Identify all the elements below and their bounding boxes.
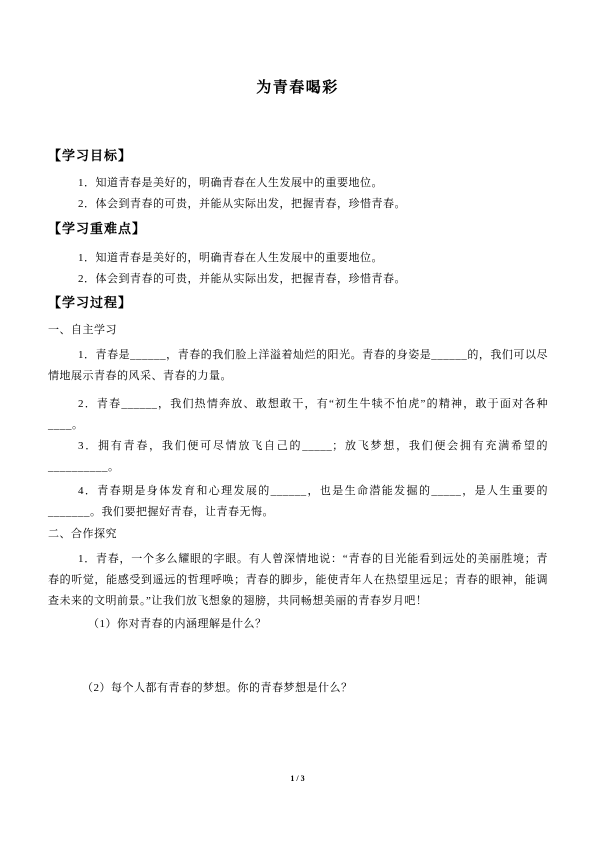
self-study-item: 4．青春期是身体发育和心理发展的______，也是生命潜能发掘的_____，是人生重要的_______。我们要把握好青春，让青春无悔。 — [48, 484, 548, 518]
cooperative-intro-paragraph: 1．青春，一个多么耀眼的字眼。有人曾深情地说：“青春的目光能看到远处的美丽胜境；青春的听觉，能感受到遥远的哲理呼唤；青春的脚步，能使青年人在热望里远足；青春的眼神，能调查未来的文明前景。”让我们放飞想象的翅膀，共同畅想美丽的青春岁月吧！ — [48, 552, 548, 607]
objective-item: 2．体会到青春的可贵，并能从实际出发，把握青春，珍惜青春。 — [78, 197, 406, 210]
objectives-section — [48, 145, 548, 215]
section-heading-key-points: 【学习重难点】 — [48, 221, 147, 236]
self-study-item: 1．青春是______，青春的我们脸上洋溢着灿烂的阳光。青春的身姿是______的，我们可以尽情地展示青春的风采、青春的力量。 — [48, 348, 548, 382]
objective-item: 1．知道青春是美好的，明确青春在人生发展中的重要地位。 — [78, 176, 383, 189]
cooperative-question: （2）每个人都有青春的梦想。你的青春梦想是什么？ — [82, 681, 353, 694]
self-study-item: 2．青春______，我们热情奔放、敢想敢干，有“初生牛犊不怕虎”的精神，敢于面对各种____。 — [48, 397, 548, 431]
subsection-heading-self-study: 一、自主学习 — [48, 323, 117, 336]
key-point-item: 1．知道青春是美好的，明确青春在人生发展中的重要地位。 — [78, 251, 383, 264]
document-body — [48, 145, 548, 699]
objectives-list — [48, 173, 548, 215]
process-section — [48, 292, 548, 699]
self-study-item: 3．拥有青春，我们便可尽情放飞自己的_____；放飞梦想，我们便会拥有充满希望的__________。 — [48, 439, 548, 473]
section-heading-process: 【学习过程】 — [48, 295, 133, 310]
document-title: 为青春喝彩 — [256, 80, 339, 96]
section-heading-objectives: 【学习目标】 — [48, 148, 133, 163]
subsection-heading-cooperative: 二、合作探究 — [48, 527, 117, 540]
key-points-section — [48, 218, 548, 290]
cooperative-question: （1）你对青春的内涵理解是什么？ — [88, 617, 267, 630]
key-point-item: 2．体会到青春的可贵，并能从实际出发，把握青春，珍惜青春。 — [78, 272, 406, 285]
key-points-list — [48, 248, 548, 290]
page-number: 1 / 3 — [290, 774, 305, 783]
